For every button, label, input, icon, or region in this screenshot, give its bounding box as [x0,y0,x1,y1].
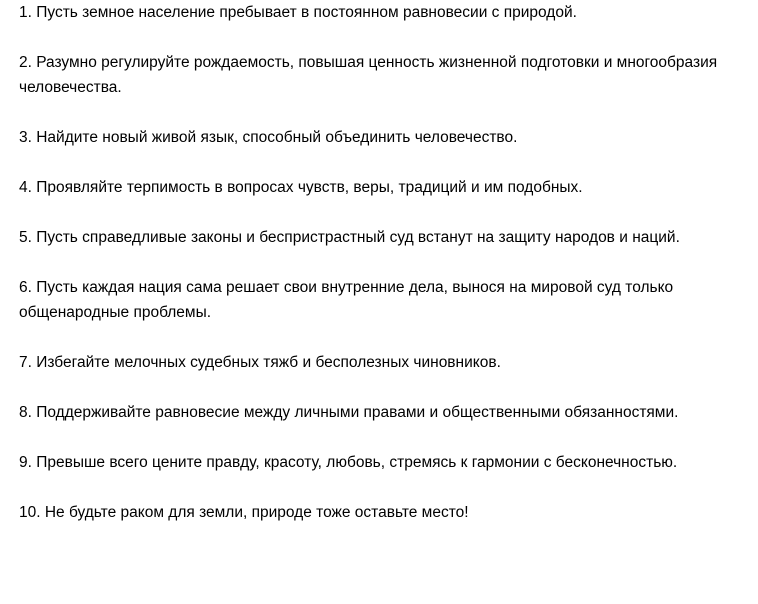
list-item-7: 7. Избегайте мелочных судебных тяжб и бесполезных чиновников. [19,354,501,371]
list-item-8: 8. Поддерживайте равновесие между личными правами и общественными обязанностями. [19,404,679,421]
list-item-9: 9. Превыше всего цените правду, красоту, любовь, стремясь к гармонии с бесконечностью. [19,454,678,471]
list-item-10: 10. Не будьте раком для земли, природе тоже оставьте место! [19,504,469,521]
list-item-2: 2. Разумно регулируйте рождаемость, повышая ценность жизненной подготовки и многообразия человечества. [19,54,718,96]
list-item-3: 3. Найдите новый живой язык, способный объединить человечество. [19,129,518,146]
list-item-5: 5. Пусть справедливые законы и беспристрастный суд встанут на защиту народов и наций. [19,229,680,246]
list-item-1: 1. Пусть земное население пребывает в постоянном равновесии с природой. [19,4,577,21]
list-item-6: 6. Пусть каждая нация сама решает свои внутренние дела, вынося на мировой суд только общенародные проблемы. [19,279,674,321]
list-item-4: 4. Проявляйте терпимость в вопросах чувств, веры, традиций и им подобных. [19,179,583,196]
document-body [19,0,754,525]
